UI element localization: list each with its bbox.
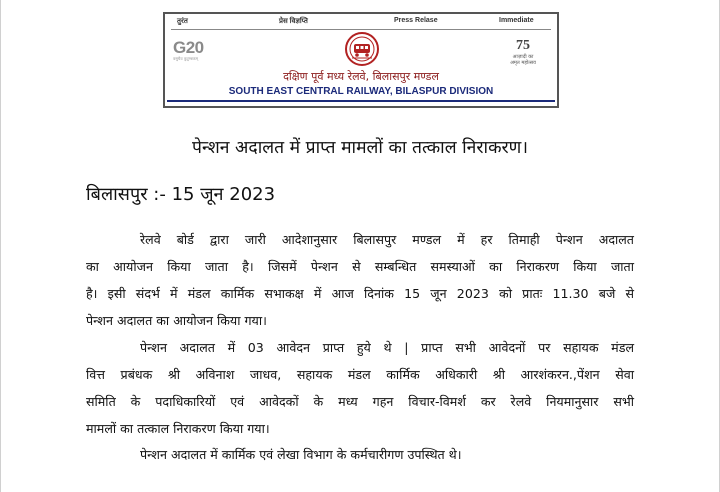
letterhead-banner — [163, 12, 559, 108]
label-hindi-immediate: तुरंत — [177, 18, 188, 25]
paragraph-2-line: पेन्शन अदालत में 03 आवेदन प्राप्त हुये थे | प्राप्त सभी आवेदनों पर सहायक मंडल — [140, 340, 634, 355]
paragraph-1-line: का आयोजन किया जाता है। जिसमें पेन्शन से सम्बन्धित समस्याओं का निराकरण किया जाता — [86, 259, 634, 274]
paragraph-2-line: वित्त प्रबंधक श्री अविनाश जाधव, सहायक मंडल कार्मिक अधिकारी श्री आरशंकरन.,पेंशन सेवा — [86, 367, 634, 382]
label-immediate: Immediate — [499, 17, 534, 24]
label-hindi-press-release: प्रेस विज्ञप्ति — [279, 18, 308, 25]
azadi-ka-amrit-mahotsav-logo — [499, 34, 547, 68]
letterhead-bottom-rule — [167, 100, 555, 102]
place-and-date: बिलासपुर :- 15 जून 2023 — [86, 184, 276, 205]
label-press-release: Press Relase — [394, 17, 438, 24]
letterhead-top-row — [165, 17, 557, 29]
paragraph-3-line: पेन्शन अदालत में कार्मिक एवं लेखा विभाग के कर्मचारीगण उपस्थित थे। — [140, 447, 462, 462]
paragraph-1-line: पेन्शन अदालत का आयोजन किया गया। — [86, 313, 267, 328]
division-name-hindi: दक्षिण पूर्व मध्य रेलवे, बिलासपुर मण्डल — [283, 70, 439, 83]
paragraph-1-line: रेलवे बोर्ड द्वारा जारी आदेशानुसार बिलासपुर मण्डल में हर तिमाही पेन्शन अदालत — [140, 232, 634, 247]
indian-railways-logo-icon — [345, 32, 379, 66]
press-release-headline: पेन्शन अदालत में प्राप्त मामलों का तत्काल निराकरण। — [192, 138, 528, 158]
g20-logo-subtext: वसुधैव कुटुम्बकम् — [173, 56, 199, 61]
azadi-logo-line1: आज़ादी का — [512, 54, 534, 60]
page-left-edge — [0, 0, 1, 492]
paragraph-2-line: समिति के पदाधिकारियों एवं आवेदकों के मध्य गहन विचार-विमर्श कर रेलवे नियमानुसार सभी — [86, 394, 634, 409]
azadi-logo-number: 75 — [516, 38, 530, 53]
azadi-logo-line2: अमृत महोत्सव — [510, 60, 536, 66]
paragraph-2-line: मामलों का तत्काल निराकरण किया गया। — [86, 421, 270, 436]
g20-logo — [173, 38, 233, 68]
letterhead-divider — [171, 29, 551, 30]
division-name-english: SOUTH EAST CENTRAL RAILWAY, BILASPUR DIVISION — [228, 86, 494, 97]
paragraph-1-line: है। इसी संदर्भ में मंडल कार्मिक सभाकक्ष में आज दिनांक 15 जून 2023 को प्रातः 11.30 बजे से — [86, 286, 634, 301]
g20-logo-text: G20 — [173, 38, 204, 57]
